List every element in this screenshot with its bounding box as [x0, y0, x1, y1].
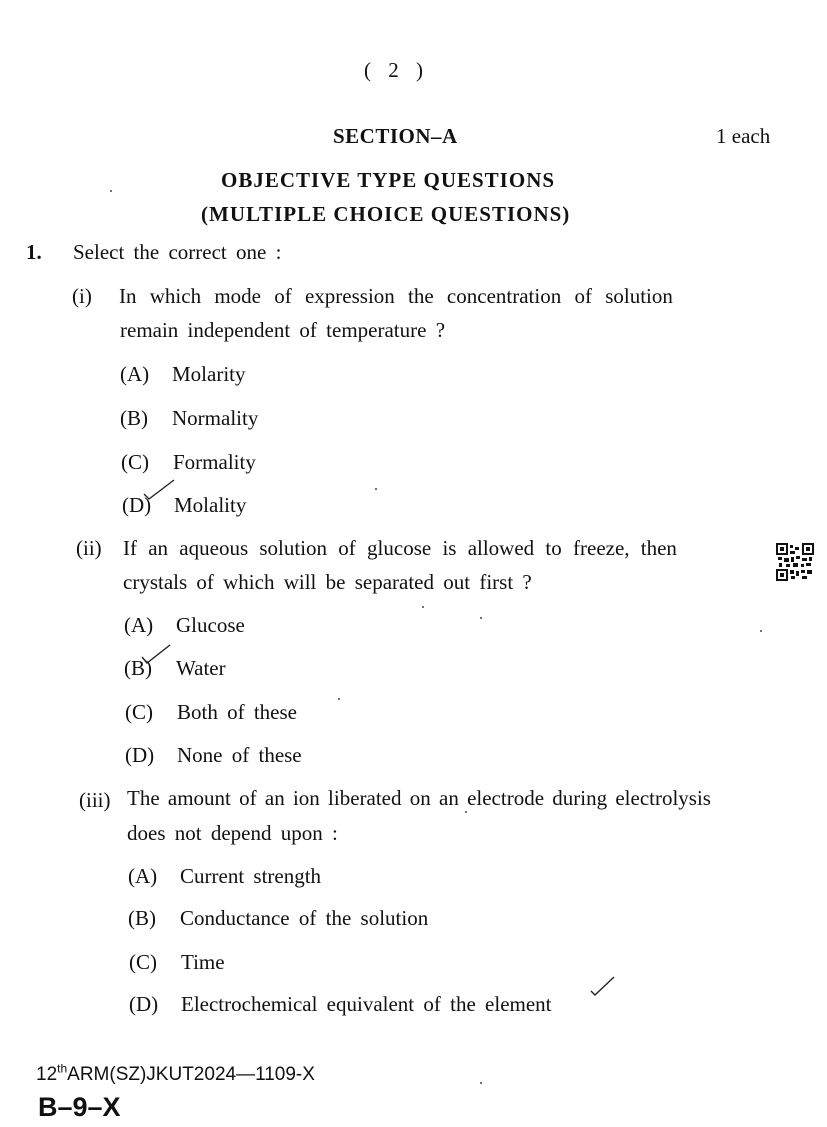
option-item — [129, 992, 552, 1017]
question-number: 1. — [26, 240, 42, 264]
option-label: (B) — [128, 906, 156, 930]
option-item — [122, 493, 246, 518]
option-text: Electrochemical equivalent of the element — [181, 992, 552, 1016]
tick-mark-icon — [590, 976, 624, 998]
option-item — [121, 450, 256, 475]
option-item — [124, 613, 245, 638]
part-label: (i) — [72, 284, 92, 308]
option-item — [125, 743, 302, 768]
option-label: (B) — [124, 656, 152, 680]
option-label: (A) — [120, 362, 150, 386]
option-text: Normality — [172, 406, 259, 430]
option-text: Molality — [174, 493, 247, 517]
part-label: (iii) — [79, 788, 111, 812]
option-label: (C) — [125, 700, 153, 724]
option-item — [128, 906, 428, 931]
option-text: Time — [181, 950, 225, 974]
option-label: (C) — [129, 950, 157, 974]
option-label: (D) — [129, 992, 159, 1016]
page-number: ( 2 ) — [364, 58, 429, 82]
option-label: (C) — [121, 450, 149, 474]
option-label: (A) — [124, 613, 154, 637]
tick-mark-icon — [142, 478, 176, 500]
part-question-line: The amount of an ion liberated on an electrode during electrolysis — [127, 786, 711, 810]
qr-code-icon — [776, 543, 814, 581]
section-marks: 1 each — [716, 124, 771, 148]
subheading-mcq: (MULTIPLE CHOICE QUESTIONS) — [201, 202, 571, 226]
option-label: (D) — [122, 493, 152, 517]
tick-mark-icon — [140, 642, 174, 664]
option-item — [128, 864, 321, 889]
part-question-line: In which mode of expression the concentration of solution — [119, 284, 673, 308]
part-label: (ii) — [76, 536, 102, 560]
option-item — [129, 950, 225, 975]
part-question-line: does not depend upon : — [127, 821, 338, 845]
option-label: (B) — [120, 406, 148, 430]
option-text: Formality — [173, 450, 256, 474]
option-text: Water — [176, 656, 226, 680]
option-item — [120, 406, 258, 431]
option-label: (A) — [128, 864, 158, 888]
option-label: (D) — [125, 743, 155, 767]
subheading-objective: OBJECTIVE TYPE QUESTIONS — [221, 168, 556, 192]
option-item — [120, 362, 246, 387]
part-question-line: If an aqueous solution of glucose is allowed to freeze, then — [123, 536, 677, 560]
option-text: Conductance of the solution — [180, 906, 429, 930]
question-instruction: Select the correct one : — [73, 240, 282, 264]
option-text: Molarity — [172, 362, 246, 386]
section-title: SECTION–A — [333, 124, 458, 148]
option-text: Both of these — [177, 700, 297, 724]
option-text: Current strength — [180, 864, 322, 888]
option-item — [125, 700, 297, 725]
footer-paper-code: 12thARM(SZ)JKUT2024—1109-X — [36, 1061, 315, 1085]
option-text: Glucose — [176, 613, 245, 637]
part-question-line: crystals of which will be separated out first ? — [123, 570, 532, 594]
part-question-line: remain independent of temperature ? — [120, 318, 446, 342]
footer-set-code: B–9–X — [38, 1092, 121, 1122]
option-text: None of these — [177, 743, 302, 767]
